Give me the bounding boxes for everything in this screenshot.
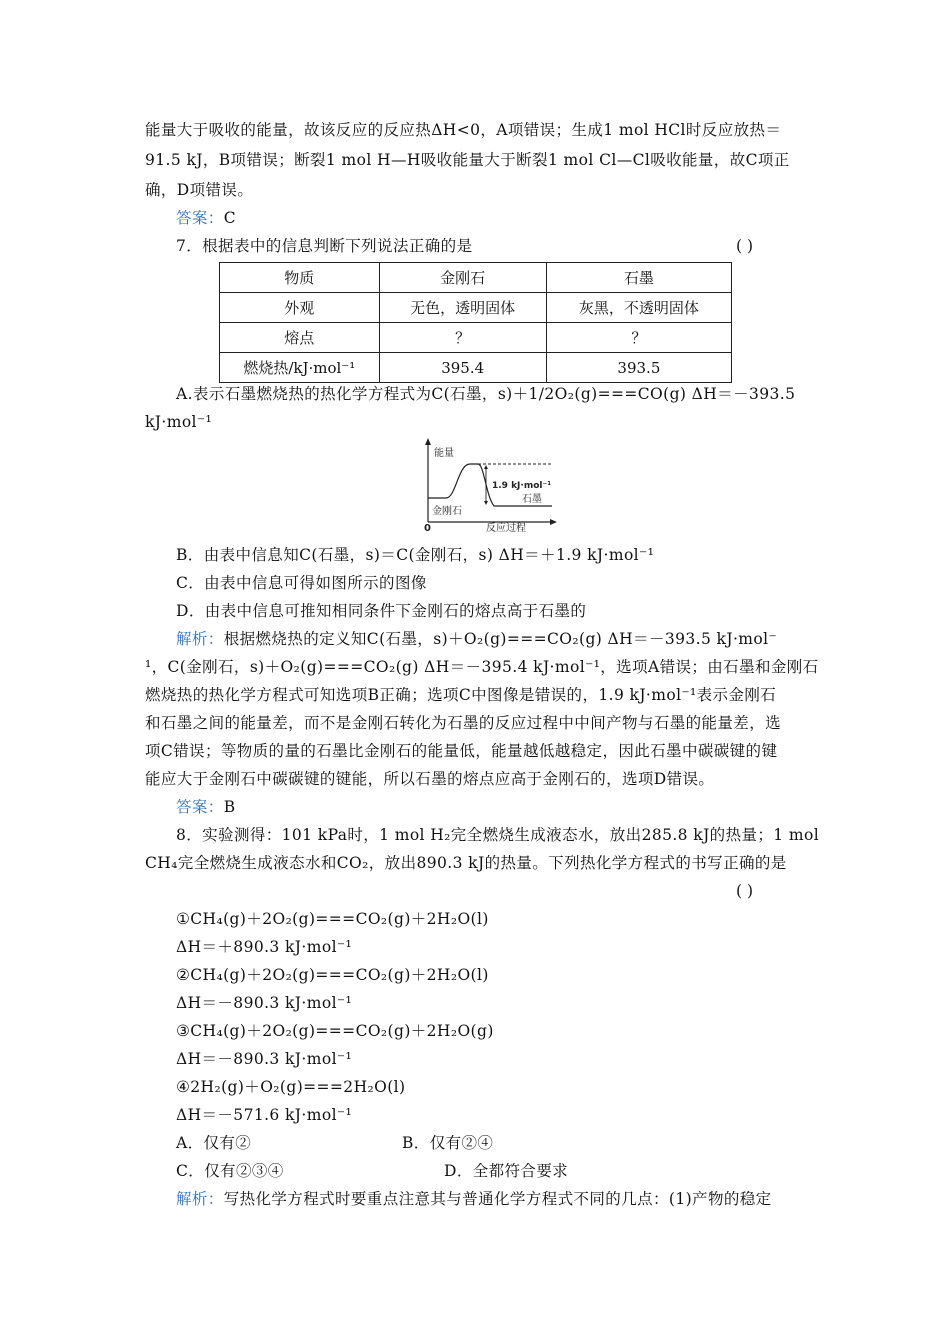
text-line: CH₄完全燃烧生成液态水和CO₂，放出890.3 kJ的热量。下列热化学方程式的书写正确的是 — [145, 854, 787, 872]
table-cell: 无色，透明固体 — [379, 293, 546, 323]
properties-table — [219, 262, 732, 383]
text-line: 能应大于金刚石中碳碳键的键能，所以石墨的熔点应高于金刚石的，选项D错误。 — [145, 770, 715, 788]
equation-2: ②CH₄(g)＋2O₂(g)===CO₂(g)＋2H₂O(l) — [176, 966, 489, 984]
equation-3: ③CH₄(g)＋2O₂(g)===CO₂(g)＋2H₂O(g) — [176, 1022, 494, 1040]
table-cell: ？ — [546, 323, 731, 353]
text-line: 和石墨之间的能量差，而不是金刚石转化为石墨的反应过程中中间产物与石墨的能量差，选 — [145, 714, 782, 732]
choice-a: A．仅有② — [176, 1134, 252, 1152]
table-cell: ？ — [379, 323, 546, 353]
equation-1-dh: ΔH＝＋890.3 kJ·mol⁻¹ — [176, 938, 353, 956]
graphite-label: 石墨 — [522, 494, 542, 505]
table-cell: 灰黑，不透明固体 — [546, 293, 731, 323]
table-row — [220, 353, 732, 383]
choice-d: D．全都符合要求 — [444, 1162, 569, 1180]
explanation-label: 解析： — [176, 630, 224, 648]
equation-1: ①CH₄(g)＋2O₂(g)===CO₂(g)＋2H₂O(l) — [176, 910, 489, 928]
y-axis-label: 能量 — [434, 448, 454, 459]
text-line: 确，D项错误。 — [145, 181, 254, 199]
text-line: ¹，C(金刚石，s)＋O₂(g)===CO₂(g) ΔH＝－395.4 kJ·mol⁻¹，选项A错误；由石墨和金刚石 — [145, 658, 819, 676]
answer-value: B — [223, 798, 236, 816]
table-cell: 石墨 — [546, 263, 731, 293]
explanation-7 — [176, 629, 841, 649]
explanation-label: 解析： — [176, 1190, 224, 1208]
table-row — [220, 293, 732, 323]
gap-arrow-head — [484, 465, 488, 469]
text-line: 91.5 kJ，B项错误；断裂1 mol H—H吸收能量大于断裂1 mol Cl—Cl吸收能量，故C项正 — [145, 151, 790, 169]
explanation-8 — [176, 1189, 841, 1209]
equation-4-dh: ΔH＝－571.6 kJ·mol⁻¹ — [176, 1106, 353, 1124]
answer-value: C — [223, 209, 236, 227]
choice-c: C．仅有②③④ — [176, 1162, 284, 1180]
table-header-row — [220, 263, 732, 293]
table-cell: 熔点 — [220, 323, 380, 353]
table-cell: 393.5 — [546, 353, 731, 383]
table-cell: 外观 — [220, 293, 380, 323]
option-a-cont: kJ·mol⁻¹ — [145, 413, 213, 431]
text-line: 燃烧热的热化学方程式可知选项B正确；选项C中图像是错误的，1.9 kJ·mol⁻¹表示金刚石 — [145, 686, 777, 704]
text-line: 项C错误；等物质的量的石墨比金刚石的能量低，能量越低越稳定，因此石墨中碳碳键的键 — [145, 742, 778, 760]
table-cell: 395.4 — [379, 353, 546, 383]
answer-blank: ( ) — [736, 882, 754, 900]
answer-label: 答案： — [176, 209, 224, 227]
equation-3-dh: ΔH＝－890.3 kJ·mol⁻¹ — [176, 1050, 353, 1068]
origin-label: 0 — [424, 523, 431, 532]
equation-4: ④2H₂(g)＋O₂(g)===2H₂O(l) — [176, 1078, 406, 1096]
x-axis-label: 反应过程 — [486, 523, 526, 532]
explanation-text: 写热化学方程式时要重点注意其与普通化学方程式不同的几点：(1)产物的稳定 — [223, 1190, 772, 1208]
text-line: 能量大于吸收的能量，故该反应的反应热ΔH<0，A项错误；生成1 mol HCl时反应放热＝ — [145, 121, 782, 139]
table-cell: 金刚石 — [379, 263, 546, 293]
option-d: D．由表中信息可推知相同条件下金刚石的熔点高于石墨的 — [176, 602, 587, 620]
equation-2-dh: ΔH＝－890.3 kJ·mol⁻¹ — [176, 994, 353, 1012]
answer-line — [176, 208, 841, 228]
table-cell: 物质 — [220, 263, 380, 293]
y-axis-arrow — [425, 438, 431, 445]
choice-b: B．仅有②④ — [402, 1134, 494, 1152]
answer-line — [176, 797, 841, 817]
x-axis-arrow — [550, 519, 557, 525]
table-row — [220, 323, 732, 353]
gap-label: 1.9 kJ·mol⁻¹ — [492, 481, 552, 491]
question-8: 8．实验测得：101 kPa时，1 mol H₂完全燃烧生成液态水，放出285.8 kJ的热量；1 mol — [176, 826, 820, 844]
answer-label: 答案： — [176, 798, 224, 816]
answer-blank: ( ) — [736, 237, 754, 255]
option-b: B．由表中信息知C(石墨，s)＝C(金刚石，s) ΔH＝＋1.9 kJ·mol⁻¹ — [176, 546, 655, 564]
question-7: 7．根据表中的信息判断下列说法正确的是 — [176, 237, 473, 255]
table-cell: 燃烧热/kJ·mol⁻¹ — [220, 353, 380, 383]
option-a: A.表示石墨燃烧热的热化学方程式为C(石墨，s)＋1/2O₂(g)===CO(g) ΔH＝－393.5 — [176, 385, 796, 403]
option-c: C．由表中信息可得如图所示的图像 — [176, 574, 427, 592]
explanation-text: 根据燃烧热的定义知C(石墨，s)＋O₂(g)===CO₂(g) ΔH＝－393.5 kJ·mol⁻ — [223, 630, 778, 648]
energy-diagram — [412, 436, 562, 532]
gap-arrow-head — [484, 501, 488, 505]
diamond-label: 金刚石 — [432, 506, 462, 517]
